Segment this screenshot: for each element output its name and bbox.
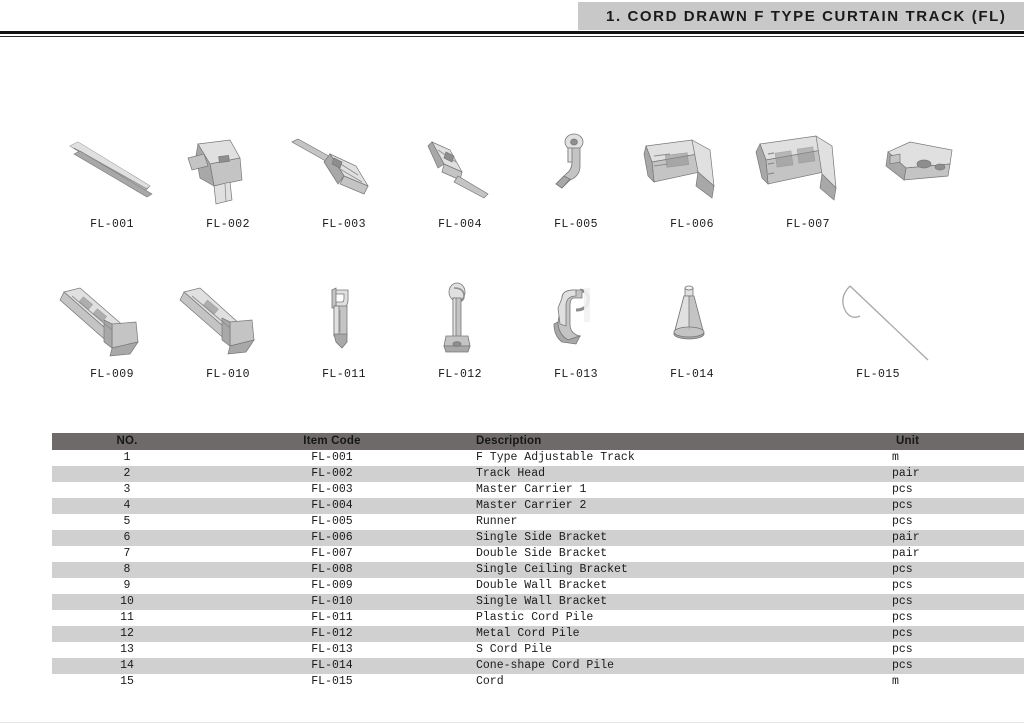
master-carrier-2-icon [402,128,518,218]
cell-unit: m [892,451,899,464]
table-row[interactable] [52,546,1024,562]
product-label: FL-007 [786,218,830,231]
cell-no: 4 [123,499,131,512]
product-cell [750,128,866,231]
column-header-no[interactable]: NO. [116,435,138,447]
table-row[interactable] [52,466,1024,482]
cell-item-code: FL-006 [311,531,353,544]
table-row[interactable] [52,594,1024,610]
table-row[interactable] [52,498,1024,514]
product-label: FL-015 [856,368,900,381]
product-cell [286,278,402,381]
cell-unit: pcs [892,627,913,640]
cell-item-code: FL-003 [311,483,353,496]
single-side-bracket-icon [634,128,750,218]
column-header-unit[interactable]: Unit [896,435,920,447]
cell-no: 3 [123,483,131,496]
track-head-icon [170,128,286,218]
cell-description: Plastic Cord Pile [476,611,594,624]
cell-item-code: FL-004 [311,499,353,512]
cell-no: 8 [123,563,131,576]
product-label: FL-003 [322,218,366,231]
product-cell [170,128,286,231]
table-row[interactable] [52,514,1024,530]
cell-description: Runner [476,515,518,528]
cell-item-code: FL-005 [311,515,353,528]
header-rule-secondary [0,36,1024,37]
cell-unit: pcs [892,611,913,624]
page-title: 1. CORD DRAWN F TYPE CURTAIN TRACK (FL) [606,7,1007,25]
cell-description: Double Wall Bracket [476,579,608,592]
cell-unit: pcs [892,643,913,656]
product-label: FL-005 [554,218,598,231]
product-cell [634,278,750,381]
cell-no: 6 [123,531,131,544]
cell-no: 11 [120,611,134,624]
product-label: FL-012 [438,368,482,381]
cell-description: F Type Adjustable Track [476,451,635,464]
page-footer-rule [0,722,1024,723]
double-wall-bracket-icon [54,278,170,368]
single-ceiling-bracket-icon [866,128,982,218]
product-label: FL-010 [206,368,250,381]
cone-shape-cord-pile-icon [634,278,750,368]
cell-description: Track Head [476,467,546,480]
parts-table-header [52,433,1024,450]
table-row[interactable] [52,482,1024,498]
product-label: FL-013 [554,368,598,381]
cell-unit: pair [892,467,920,480]
product-cell [402,128,518,231]
cell-item-code: FL-007 [311,547,353,560]
page-header-banner [578,2,1024,30]
cell-no: 15 [120,675,134,688]
product-label: FL-011 [322,368,366,381]
cell-description: Cone-shape Cord Pile [476,659,615,672]
product-cell [286,128,402,231]
table-row[interactable] [52,674,1024,690]
product-label: FL-009 [90,368,134,381]
table-row[interactable] [52,610,1024,626]
rail-icon [54,128,170,218]
product-cell [170,278,286,381]
table-row[interactable] [52,578,1024,594]
column-header-item-code[interactable]: Item Code [303,435,361,447]
product-cell [866,128,982,218]
cell-item-code: FL-014 [311,659,353,672]
cell-description: S Cord Pile [476,643,552,656]
cell-item-code: FL-002 [311,467,353,480]
cell-no: 12 [120,627,134,640]
cell-no: 7 [123,547,131,560]
product-label: FL-004 [438,218,482,231]
cell-unit: m [892,675,899,688]
cell-unit: pcs [892,515,913,528]
product-cell [820,278,936,381]
cell-item-code: FL-011 [311,611,353,624]
cell-unit: pcs [892,579,913,592]
cell-unit: pcs [892,499,913,512]
column-header-description[interactable]: Description [476,435,542,447]
product-label: FL-001 [90,218,134,231]
header-rule-primary [0,31,1024,34]
cell-item-code: FL-009 [311,579,353,592]
cell-unit: pair [892,531,920,544]
table-row[interactable] [52,642,1024,658]
product-cell [634,128,750,231]
cell-item-code: FL-008 [311,563,353,576]
cell-description: Cord [476,675,504,688]
s-cord-pile-icon [518,278,634,368]
cell-description: Single Side Bracket [476,531,608,544]
cord-icon [820,278,936,368]
cell-no: 1 [123,451,131,464]
table-row[interactable] [52,658,1024,674]
cell-item-code: FL-015 [311,675,353,688]
runner-icon [518,128,634,218]
product-cell [54,278,170,381]
cell-item-code: FL-010 [311,595,353,608]
table-row[interactable] [52,530,1024,546]
product-label: FL-006 [670,218,714,231]
product-cell [518,278,634,381]
parts-table-body [52,450,1024,690]
cell-description: Master Carrier 1 [476,483,587,496]
table-header-row [52,433,1024,450]
cell-no: 9 [123,579,131,592]
cell-unit: pcs [892,595,913,608]
cell-no: 14 [120,659,134,672]
cell-item-code: FL-013 [311,643,353,656]
cell-no: 5 [123,515,131,528]
plastic-cord-pile-icon [286,278,402,368]
parts-table [52,433,1024,690]
product-label: FL-014 [670,368,714,381]
cell-description: Master Carrier 2 [476,499,587,512]
cell-description: Single Ceiling Bracket [476,563,628,576]
cell-description: Metal Cord Pile [476,627,580,640]
product-label: FL-002 [206,218,250,231]
cell-no: 10 [120,595,134,608]
cell-unit: pair [892,547,920,560]
cell-item-code: FL-001 [311,451,353,464]
product-cell [54,128,170,231]
table-row[interactable] [52,626,1024,642]
cell-description: Double Side Bracket [476,547,608,560]
table-row[interactable] [52,450,1024,466]
double-side-bracket-icon [750,128,866,218]
cell-description: Single Wall Bracket [476,595,608,608]
product-cell [518,128,634,231]
cell-unit: pcs [892,659,913,672]
cell-unit: pcs [892,563,913,576]
single-wall-bracket-icon [170,278,286,368]
cell-item-code: FL-012 [311,627,353,640]
metal-cord-pile-icon [402,278,518,368]
master-carrier-1-icon [286,128,402,218]
table-row[interactable] [52,562,1024,578]
cell-no: 13 [120,643,134,656]
product-cell [402,278,518,381]
cell-no: 2 [123,467,131,480]
cell-unit: pcs [892,483,913,496]
